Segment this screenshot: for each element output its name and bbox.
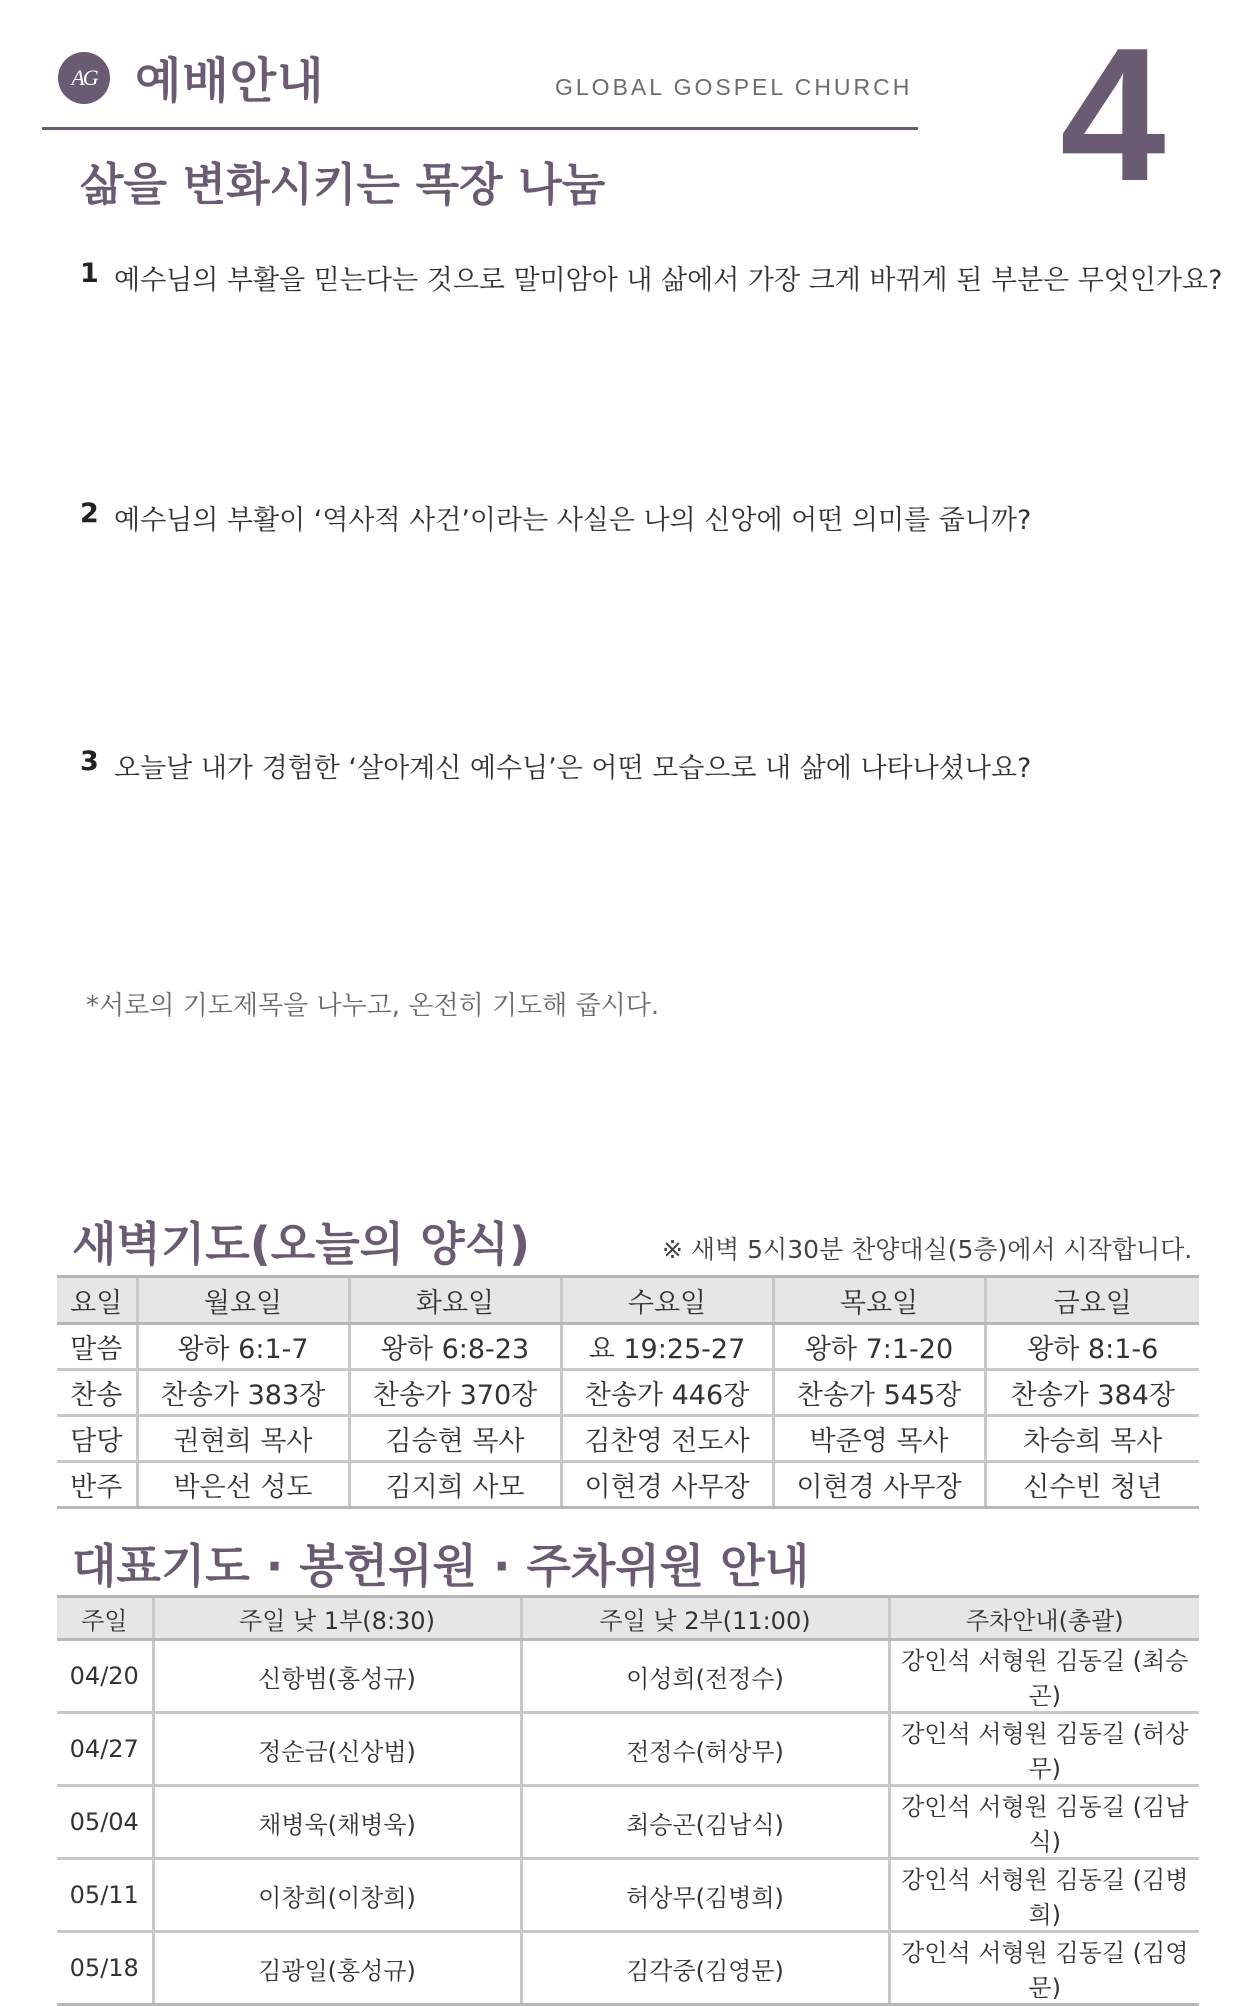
table-header-cell: 주일 [57,1597,153,1640]
date-cell: 04/27 [57,1713,153,1786]
table-cell: 권현희 목사 [137,1416,349,1462]
table-cell: 요 19:25-27 [561,1324,773,1370]
table-header-cell: 주일 낮 2부(11:00) [521,1597,889,1640]
prayer-note: *서로의 기도제목을 나누고, 온전히 기도해 줍시다. [86,991,660,1021]
table-cell: 찬송가 446장 [561,1370,773,1416]
dawn-prayer-table [57,1275,1199,1509]
table-row [57,1713,1199,1786]
table-cell: 왕하 7:1-20 [773,1324,985,1370]
table-cell: 강인석 서형원 김동길 (김병희) [889,1859,1199,1932]
question-text: 예수님의 부활을 믿는다는 것으로 말미암아 내 삶에서 가장 크게 바뀌게 된 부분은 무엇인가요? [114,265,1223,296]
table-cell: 강인석 서형원 김동길 (김남식) [889,1786,1199,1859]
table-cell: 이현경 사무장 [561,1462,773,1508]
table-cell: 찬송가 370장 [349,1370,561,1416]
table-cell: 김지희 사모 [349,1462,561,1508]
dawn-prayer-note: ※ 새벽 5시30분 찬양대실(5층)에서 시작합니다. [662,1235,1193,1264]
table-header-cell: 금요일 [985,1277,1199,1324]
table-cell: 신항범(홍성규) [153,1640,521,1713]
table-cell: 이창희(이창희) [153,1859,521,1932]
church-logo: AG [58,52,110,104]
sharing-section-title: 삶을 변화시키는 목장 나눔 [80,158,606,211]
question-item [80,746,1031,785]
table-cell: 강인석 서형원 김동길 (허상무) [889,1713,1199,1786]
table-cell: 김각중(김영문) [521,1932,889,2005]
row-label: 반주 [57,1462,137,1508]
table-header-cell: 목요일 [773,1277,985,1324]
table-cell: 김승현 목사 [349,1416,561,1462]
date-cell: 05/11 [57,1859,153,1932]
table-cell: 왕하 6:8-23 [349,1324,561,1370]
table-header-cell: 주일 낮 1부(8:30) [153,1597,521,1640]
table-cell: 허상무(김병희) [521,1859,889,1932]
table-cell: 박준영 목사 [773,1416,985,1462]
table-cell: 신수빈 청년 [985,1462,1199,1508]
date-cell: 05/18 [57,1932,153,2005]
table-row [57,1416,1199,1462]
table-cell: 강인석 서형원 김동길 (최승곤) [889,1640,1199,1713]
table-cell: 이현경 사무장 [773,1462,985,1508]
date-cell: 05/04 [57,1786,153,1859]
table-cell: 김광일(홍성규) [153,1932,521,2005]
table-header-cell: 수요일 [561,1277,773,1324]
table-row [57,1786,1199,1859]
question-number: 1 [80,258,99,289]
table-cell: 박은선 성도 [137,1462,349,1508]
date-cell: 04/20 [57,1640,153,1713]
table-header-cell: 화요일 [349,1277,561,1324]
question-number: 2 [80,498,99,529]
table-row [57,1859,1199,1932]
table-header-cell: 주차안내(총괄) [889,1597,1199,1640]
table-cell: 왕하 6:1-7 [137,1324,349,1370]
table-cell: 강인석 서형원 김동길 (김영문) [889,1932,1199,2005]
table-cell: 정순금(신상범) [153,1713,521,1786]
table-row [57,1932,1199,2005]
church-name: GLOBAL GOSPEL CHURCH [555,74,913,100]
representatives-table [57,1595,1199,2006]
table-cell: 왕하 8:1-6 [985,1324,1199,1370]
table-cell: 채병욱(채병욱) [153,1786,521,1859]
question-text: 오늘날 내가 경험한 ‘살아계신 예수님’은 어떤 모습으로 내 삶에 나타나셨나요? [114,753,1032,784]
row-label: 담당 [57,1416,137,1462]
table-cell: 차승희 목사 [985,1416,1199,1462]
table-header-cell: 월요일 [137,1277,349,1324]
table-header-cell: 요일 [57,1277,137,1324]
header-divider [42,127,918,130]
row-label: 말씀 [57,1324,137,1370]
question-number: 3 [80,746,99,777]
table-header-row [57,1277,1199,1324]
table-row [57,1640,1199,1713]
table-cell: 이성희(전정수) [521,1640,889,1713]
dawn-prayer-title: 새벽기도(오늘의 양식) [72,1217,530,1271]
table-cell: 김찬영 전도사 [561,1416,773,1462]
table-cell: 찬송가 383장 [137,1370,349,1416]
table-row [57,1324,1199,1370]
question-item [80,258,1222,297]
representatives-title: 대표기도 · 봉헌위원 · 주차위원 안내 [72,1539,810,1593]
table-cell: 찬송가 384장 [985,1370,1199,1416]
table-cell: 전정수(허상무) [521,1713,889,1786]
row-label: 찬송 [57,1370,137,1416]
table-row [57,1370,1199,1416]
table-row [57,1462,1199,1508]
page-title: 예배안내 [135,53,325,109]
table-cell: 찬송가 545장 [773,1370,985,1416]
question-text: 예수님의 부활이 ‘역사적 사건’이라는 사실은 나의 신앙에 어떤 의미를 줍니까? [114,505,1032,536]
table-cell: 최승곤(김남식) [521,1786,889,1859]
page-number: 4 [1060,9,1166,221]
table-header-row [57,1597,1199,1640]
question-item [80,498,1031,537]
